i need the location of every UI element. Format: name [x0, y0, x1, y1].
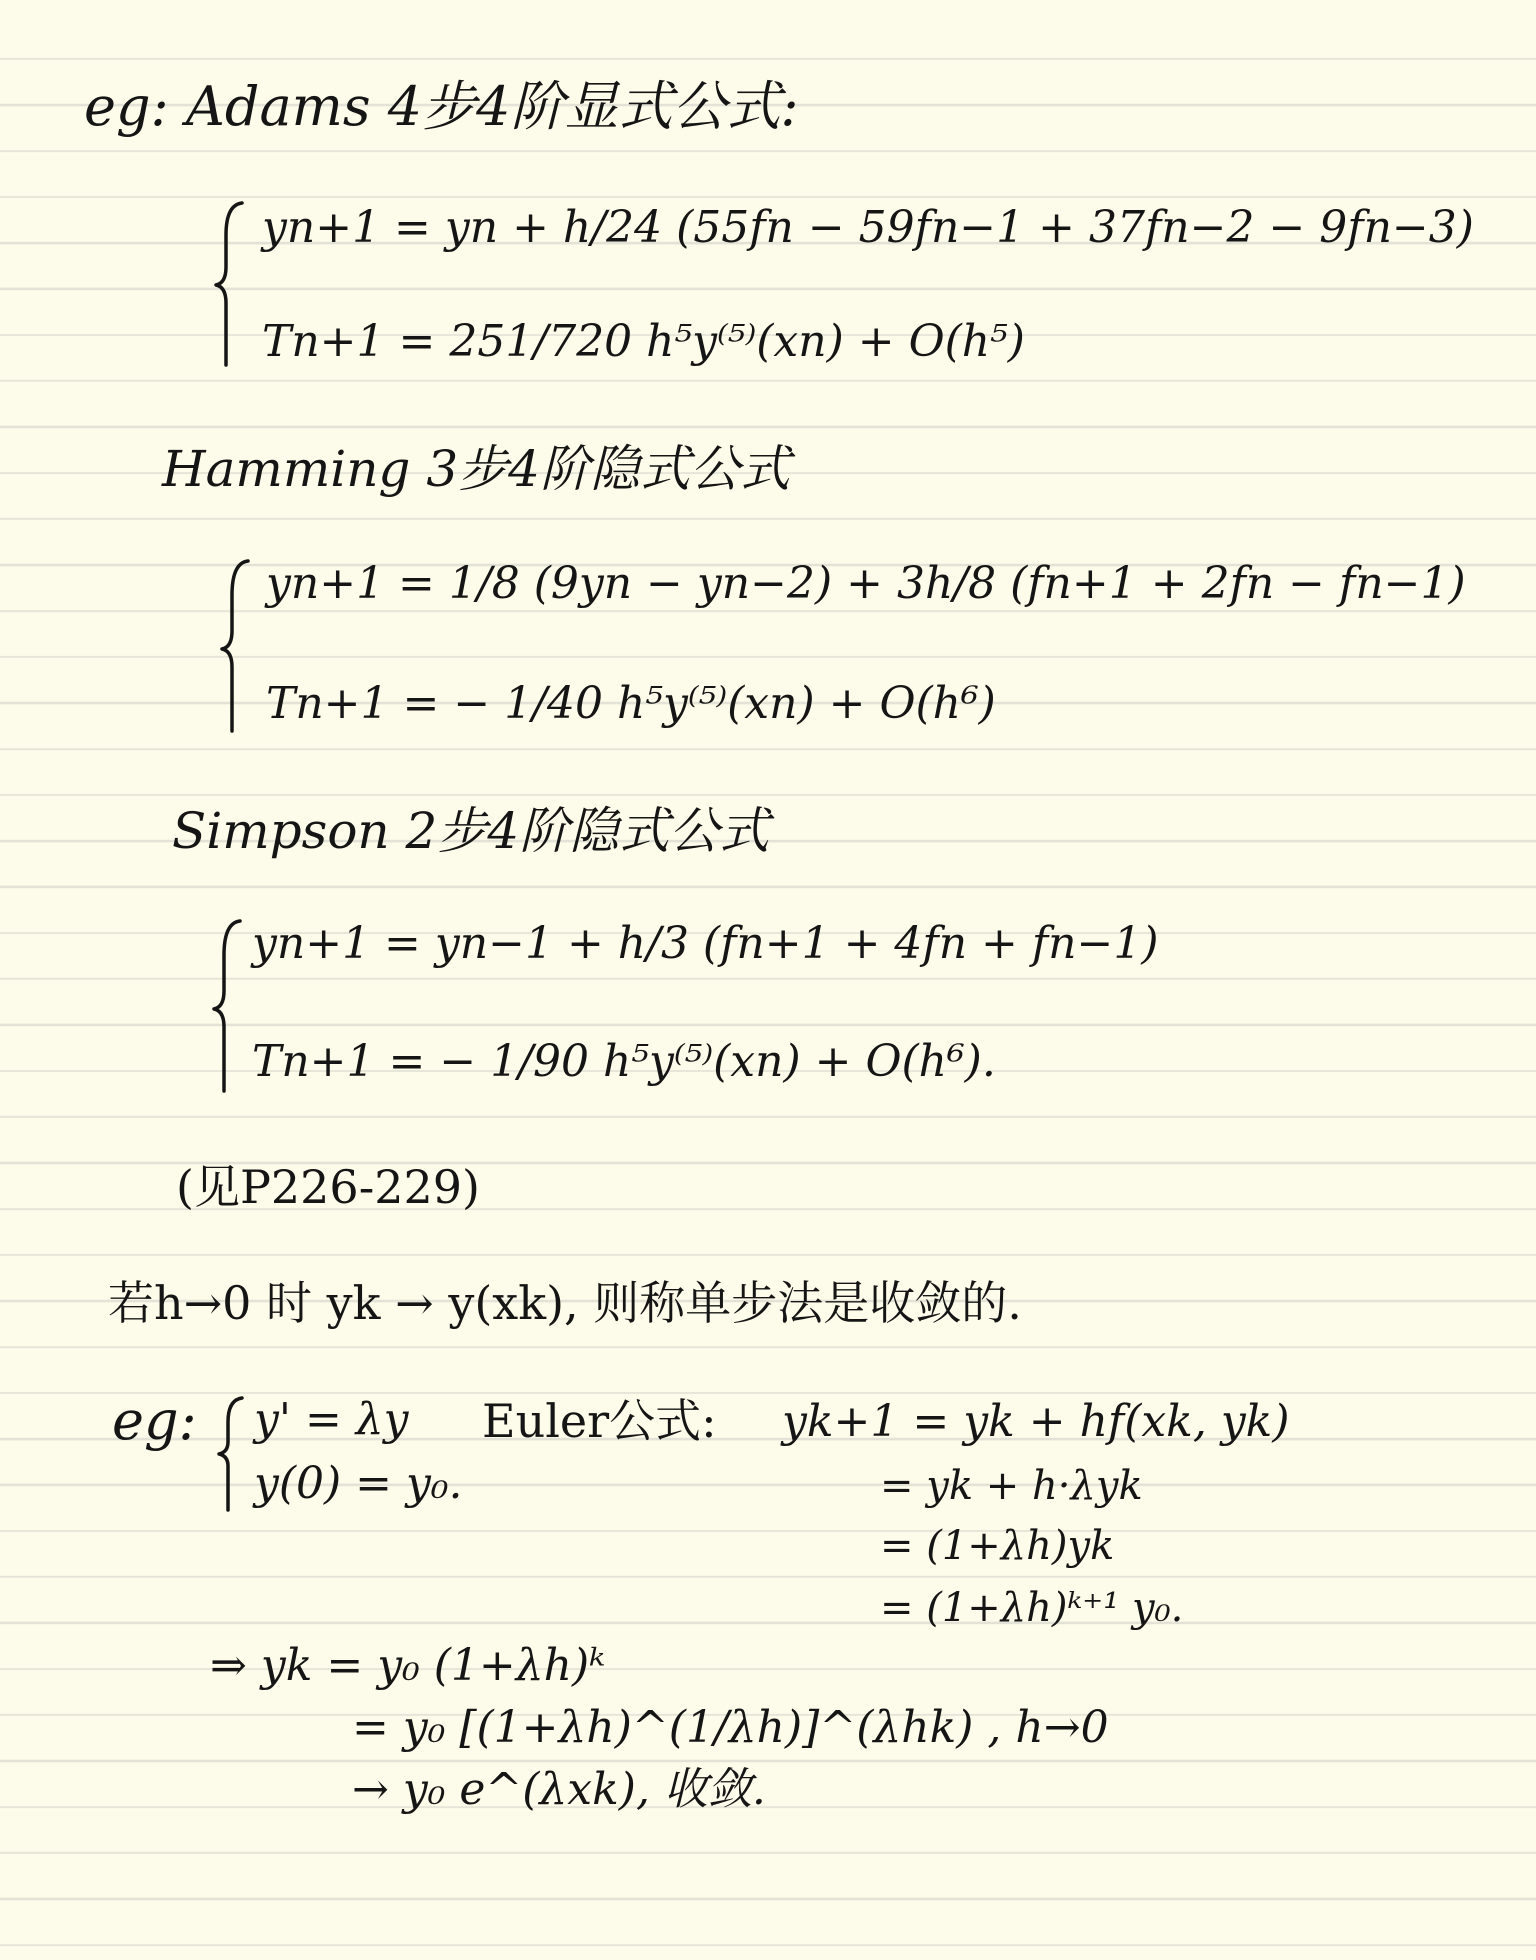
hamming-title: Hamming 3步4阶隐式公式: [162, 440, 790, 498]
hamming-error: Tn+1 = − 1/40 h⁵y⁽⁵⁾(xn) + O(h⁶): [266, 678, 996, 729]
euler-step-3: = (1+λh)yk: [880, 1523, 1115, 1569]
conclusion-line-3: → y₀ e^(λxk), 收敛.: [352, 1764, 766, 1815]
euler-step-1: yk+1 = yk + hf(xk, yk): [782, 1396, 1290, 1447]
simpson-brace: [210, 915, 250, 1095]
hamming-brace: [218, 555, 258, 735]
simpson-title: Simpson 2步4阶隐式公式: [172, 802, 770, 860]
example-ode: y' = λy: [254, 1394, 409, 1445]
simpson-error: Tn+1 = − 1/90 h⁵y⁽⁵⁾(xn) + O(h⁶).: [252, 1036, 996, 1087]
adams-title: eg: Adams 4步4阶显式公式:: [84, 75, 799, 138]
page-reference: (见P226-229): [176, 1160, 480, 1214]
convergence-definition: 若h→0 时 yk → y(xk), 则称单步法是收敛的.: [108, 1276, 1022, 1330]
example-brace: [214, 1392, 248, 1522]
euler-step-2: = yk + h·λyk: [880, 1463, 1143, 1509]
adams-formula: yn+1 = yn + h/24 (55fn − 59fn−1 + 37fn−2 − 9fn−3): [262, 202, 1474, 253]
example-label: eg:: [112, 1389, 197, 1452]
hamming-formula: yn+1 = 1/8 (9yn − yn−2) + 3h/8 (fn+1 + 2fn − fn−1): [266, 558, 1466, 609]
conclusion-line-1: ⇒ yk = y₀ (1+λh)ᵏ: [210, 1640, 606, 1691]
example-initial: y(0) = y₀.: [254, 1458, 463, 1509]
adams-error: Tn+1 = 251/720 h⁵y⁽⁵⁾(xn) + O(h⁵): [262, 316, 1025, 367]
simpson-formula: yn+1 = yn−1 + h/3 (fn+1 + 4fn + fn−1): [252, 918, 1159, 969]
euler-step-4: = (1+λh)ᵏ⁺¹ y₀.: [880, 1585, 1184, 1631]
conclusion-line-2: = y₀ [(1+λh)^(1/λh)]^(λhk) , h→0: [352, 1702, 1109, 1753]
adams-brace: [212, 195, 252, 375]
euler-label: Euler公式:: [482, 1394, 717, 1448]
